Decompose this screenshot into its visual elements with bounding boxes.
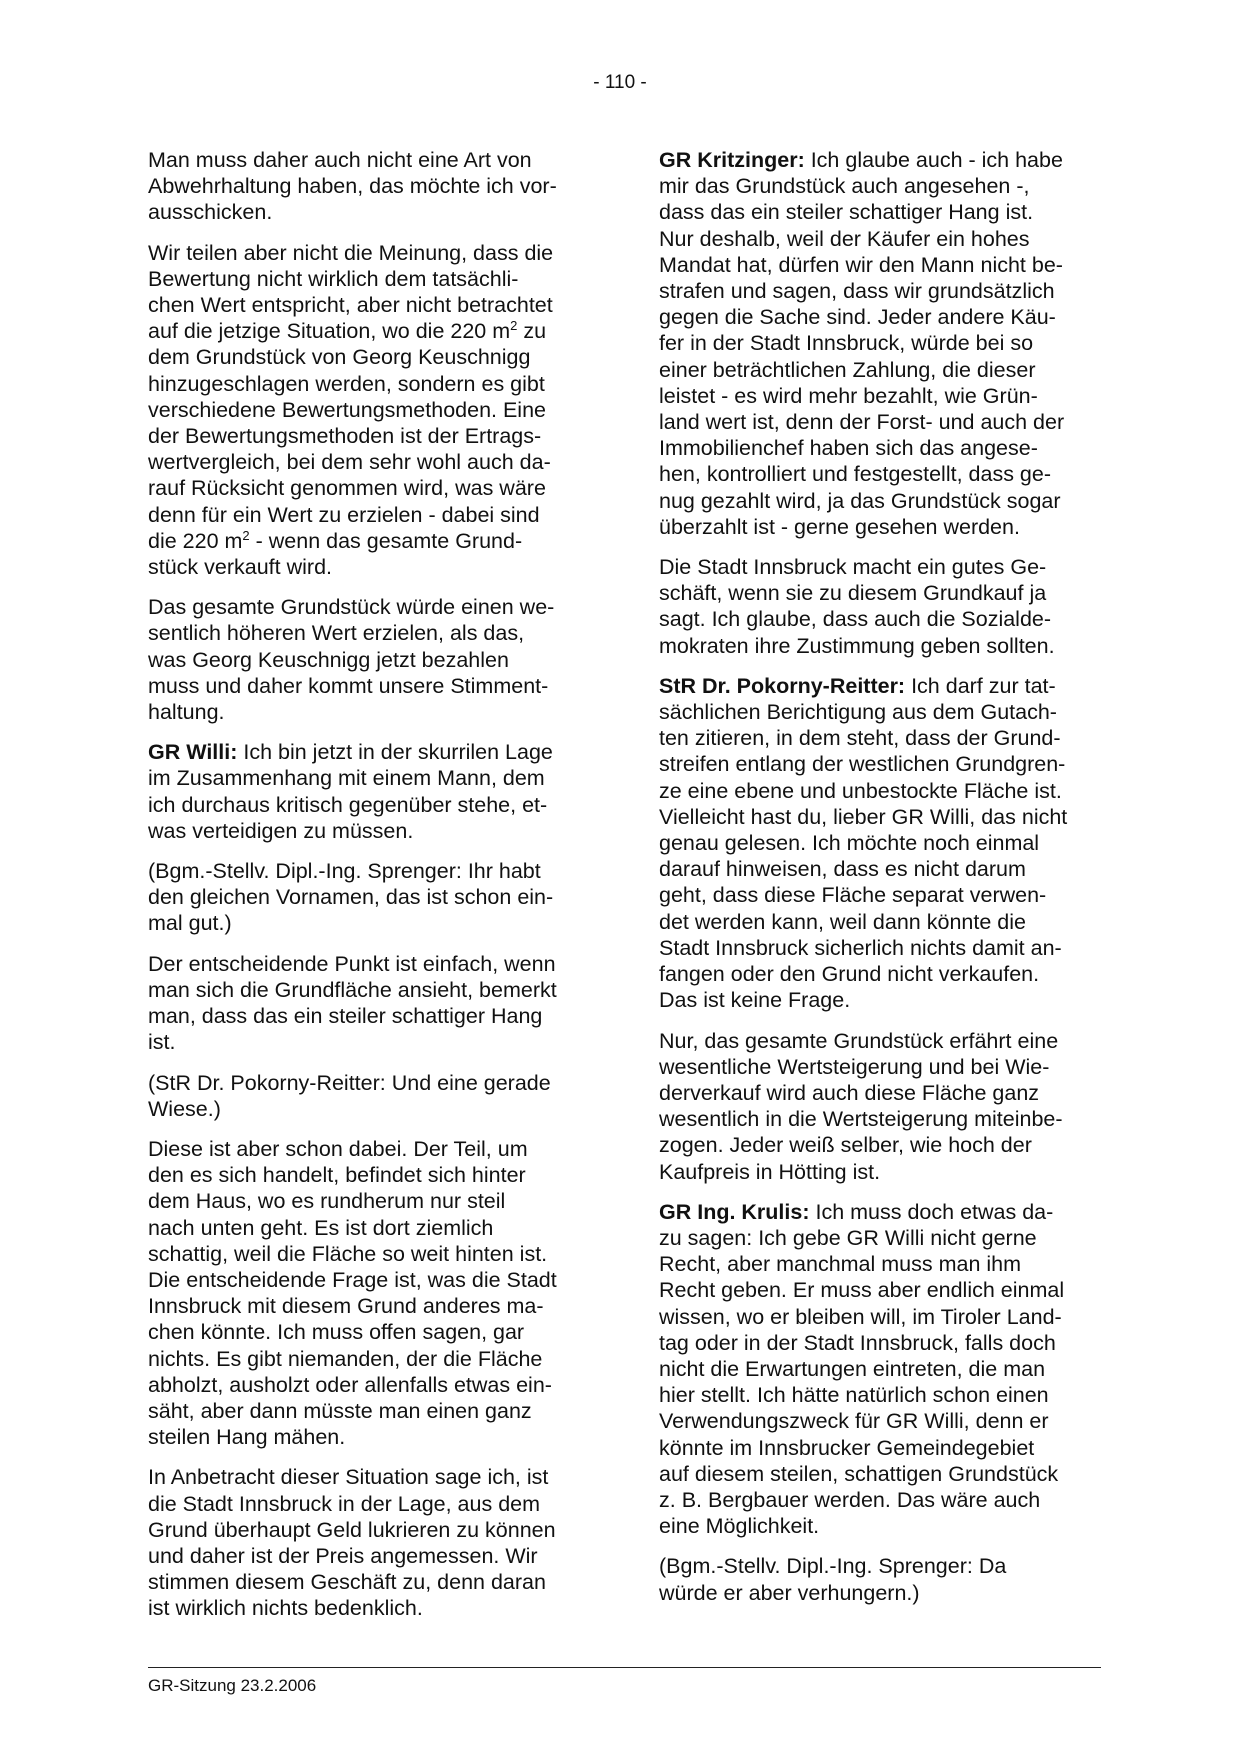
text-line: Wir teilen aber nicht die Meinung, dass die (148, 240, 554, 265)
text-line: nach unten geht. Es ist dort ziemlich (148, 1215, 494, 1240)
paragraph (659, 1199, 1101, 1540)
text-line: den gleichen Vornamen, das ist schon ein- (148, 885, 554, 910)
text-line: wissen, wo er bleiben will, im Tiroler Land- (659, 1304, 1062, 1329)
text-line: Stadt Innsbruck sicherlich nichts damit an- (659, 935, 1062, 960)
text-line: streifen entlang der westlichen Grundgren- (659, 752, 1066, 777)
text-line: fer in der Stadt Innsbruck, würde bei so (659, 331, 1034, 356)
text-line: genau gelesen. Ich möchte noch einmal (659, 831, 1040, 856)
text-line: würde er aber verhungern.) (659, 1580, 920, 1605)
text-line: sentlich höheren Wert erzielen, als das, (148, 621, 525, 646)
text-line: auf diesem steilen, schattigen Grundstück (659, 1461, 1059, 1486)
text-line: ich durchaus kritisch gegenüber stehe, et- (148, 792, 548, 817)
text-line: was Georg Keuschnigg jetzt bezahlen (148, 647, 509, 672)
paragraph (148, 739, 588, 844)
text-line: was verteidigen zu müssen. (148, 818, 414, 843)
text-line: muss und daher kommt unsere Stimment- (148, 673, 549, 698)
text-line: Nur deshalb, weil der Käufer ein hohes (659, 226, 1030, 251)
text-line: z. B. Bergbauer werden. Das wäre auch (659, 1487, 1041, 1512)
text-line (659, 673, 1101, 699)
text-fragment: - wenn das gesamte Grund- (249, 528, 523, 553)
text-line: darauf hinweisen, dass es nicht darum (659, 857, 1026, 882)
text-line: Mandat hat, dürfen wir den Mann nicht be- (659, 252, 1063, 277)
text-line: mokraten ihre Zustimmung geben sollten. (659, 633, 1055, 658)
paragraph (659, 673, 1101, 1014)
text-line: im Zusammenhang mit einem Mann, dem (148, 766, 545, 791)
text-line: eine Möglichkeit. (659, 1514, 820, 1539)
text-line: zogen. Jeder weiß selber, wie hoch der (659, 1133, 1032, 1158)
right-column (659, 147, 1101, 1620)
paragraph (148, 594, 588, 725)
text-line: steilen Hang mähen. (148, 1425, 346, 1450)
text-line: land wert ist, denn der Forst- und auch der (659, 410, 1065, 435)
text-line: stück verkauft wird. (148, 555, 332, 580)
paragraph (148, 147, 588, 226)
text-line: und daher ist der Preis angemessen. Wir (148, 1543, 538, 1568)
text-line: Recht geben. Er muss aber endlich einmal (659, 1278, 1065, 1303)
text-line: schattig, weil die Fläche so weit hinten ist. (148, 1241, 548, 1266)
text-line: chen könnte. Ich muss offen sagen, gar (148, 1320, 525, 1345)
text-line: ausschicken. (148, 200, 273, 225)
text-line: Immobilienchef haben sich das angese- (659, 436, 1038, 461)
text-line: Recht, aber manchmal muss man ihm (659, 1252, 1022, 1277)
text-line: Die entscheidende Frage ist, was die Stadt (148, 1267, 557, 1292)
text-line: zu sagen: Ich gebe GR Willi nicht gerne (659, 1225, 1037, 1250)
paragraph (148, 240, 588, 581)
text-line (148, 528, 588, 554)
text-line: Innsbruck mit diesem Grund anderes ma- (148, 1294, 544, 1319)
text-line: hier stellt. Ich hätte natürlich schon einen (659, 1383, 1049, 1408)
superscript: 2 (510, 318, 518, 334)
text-line: Abwehrhaltung haben, das möchte ich vor- (148, 174, 557, 199)
text-line (148, 739, 588, 765)
text-line: dem Haus, wo es rundherum nur steil (148, 1189, 506, 1214)
text-line: chen Wert entspricht, aber nicht betrachtet (148, 293, 553, 318)
text-line: verschiedene Bewertungsmethoden. Eine (148, 397, 547, 422)
text-line: stimmen diesem Geschäft zu, denn daran (148, 1570, 546, 1595)
text-line (659, 147, 1101, 173)
text-line: nicht die Erwartungen eintreten, die man (659, 1356, 1046, 1381)
text-line: nug gezahlt wird, ja das Grundstück sogar (659, 488, 1061, 513)
text-line: rauf Rücksicht genommen wird, was wäre (148, 476, 546, 501)
text-line: tag oder in der Stadt Innsbruck, falls doch (659, 1330, 1056, 1355)
text-line: könnte im Innsbrucker Gemeindegebiet (659, 1435, 1035, 1460)
text-line: ten zitieren, in dem steht, dass der Grund- (659, 726, 1061, 751)
text-line: geht, dass diese Fläche separat verwen- (659, 883, 1047, 908)
text-line: In Anbetracht dieser Situation sage ich, ist (148, 1465, 549, 1490)
text-line: überzahlt ist - gerne gesehen werden. (659, 514, 1020, 539)
text-line: gegen die Sache sind. Jeder andere Käu- (659, 305, 1056, 330)
footer-divider (148, 1667, 1101, 1668)
text-fragment: Ich darf zur tat- (905, 673, 1056, 698)
text-line: die Stadt Innsbruck in der Lage, aus dem (148, 1491, 541, 1516)
text-fragment: die 220 m (148, 528, 243, 553)
text-line: wesentlich in die Wertsteigerung miteinbe- (659, 1107, 1063, 1132)
text-line: Diese ist aber schon dabei. Der Teil, um (148, 1136, 528, 1161)
paragraph (659, 147, 1101, 540)
text-line: wertvergleich, bei dem sehr wohl auch da- (148, 450, 551, 475)
superscript: 2 (242, 527, 250, 543)
text-line: Das gesamte Grundstück würde einen we- (148, 595, 555, 620)
text-fragment: Ich bin jetzt in der skurrilen Lage (237, 740, 553, 765)
text-line: Grund überhaupt Geld lukrieren zu können (148, 1517, 556, 1542)
text-line: strafen und sagen, dass wir grundsätzlich (659, 279, 1055, 304)
text-line: leistet - es wird mehr bezahlt, wie Grün- (659, 383, 1038, 408)
text-line: denn für ein Wert zu erzielen - dabei sind (148, 502, 540, 527)
text-line: (StR Dr. Pokorny-Reitter: Und eine gerade (148, 1070, 551, 1095)
text-fragment: auf die jetzige Situation, wo die 220 m (148, 319, 511, 344)
text-line: man sich die Grundfläche ansieht, bemerkt (148, 977, 557, 1002)
paragraph (148, 1070, 588, 1122)
text-line: den es sich handelt, befindet sich hinter (148, 1163, 526, 1188)
text-line: hinzugeschlagen werden, sondern es gibt (148, 371, 545, 396)
text-line: fangen oder den Grund nicht verkaufen. (659, 962, 1040, 987)
text-fragment: Ich glaube auch - ich habe (804, 148, 1063, 172)
paragraph (148, 1136, 588, 1450)
text-line: schäft, wenn sie zu diesem Grundkauf ja (659, 581, 1047, 606)
paragraph (148, 1464, 588, 1621)
text-line: einer beträchtlichen Zahlung, die dieser (659, 357, 1036, 382)
text-line: wesentliche Wertsteigerung und bei Wie- (659, 1054, 1050, 1079)
text-line: Kaufpreis in Hötting ist. (659, 1159, 881, 1184)
text-line: mal gut.) (148, 911, 232, 936)
text-line: Verwendungszweck für GR Willi, denn er (659, 1409, 1049, 1434)
text-line: sächlichen Berichtigung aus dem Gutach- (659, 700, 1057, 725)
speaker-name: GR Willi: (148, 740, 238, 765)
text-line: ist wirklich nichts bedenklich. (148, 1596, 423, 1621)
page-number: - 110 - (593, 72, 647, 93)
text-line: abholzt, ausholzt oder allenfalls etwas ein- (148, 1372, 552, 1397)
text-line: der Bewertungsmethoden ist der Ertrags- (148, 424, 542, 449)
text-line (659, 1199, 1101, 1225)
text-fragment: zu (517, 319, 547, 344)
text-line: dass das ein steiler schattiger Hang ist. (659, 200, 1034, 225)
text-line: Nur, das gesamte Grundstück erfährt eine (659, 1028, 1059, 1053)
text-line: det werden kann, weil dann könnte die (659, 909, 1026, 934)
text-line: Man muss daher auch nicht eine Art von (148, 148, 532, 172)
text-line: Vielleicht hast du, lieber GR Willi, das nicht (659, 804, 1068, 829)
speaker-name: GR Ing. Krulis: (659, 1199, 810, 1224)
text-line (148, 318, 588, 344)
speaker-name: GR Kritzinger: (659, 148, 805, 172)
text-line: haltung. (148, 700, 225, 725)
text-line: ze eine ebene und unbestockte Fläche ist. (659, 778, 1062, 803)
paragraph (659, 1553, 1101, 1605)
text-line: (Bgm.-Stellv. Dipl.-Ing. Sprenger: Da (659, 1554, 1007, 1579)
paragraph (148, 858, 588, 937)
text-line: säht, aber dann müsste man einen ganz (148, 1398, 532, 1423)
text-line: nichts. Es gibt niemanden, der die Fläche (148, 1346, 543, 1371)
text-line: sagt. Ich glaube, dass auch die Sozialde- (659, 607, 1052, 632)
text-line: man, dass das ein steiler schattiger Hang (148, 1004, 543, 1029)
text-fragment: Ich muss doch etwas da- (809, 1199, 1054, 1224)
text-line: mir das Grundstück auch angesehen -, (659, 174, 1030, 199)
text-line: Das ist keine Frage. (659, 988, 851, 1013)
paragraph (148, 951, 588, 1056)
footer-session-label: GR-Sitzung 23.2.2006 (148, 1676, 317, 1695)
text-line: Bewertung nicht wirklich dem tatsächli- (148, 266, 519, 291)
text-line: dem Grundstück von Georg Keuschnigg (148, 345, 531, 370)
text-line: derverkauf wird auch diese Fläche ganz (659, 1080, 1040, 1105)
left-column (148, 147, 588, 1636)
speaker-name: StR Dr. Pokorny-Reitter: (659, 673, 906, 698)
paragraph (659, 1028, 1101, 1185)
text-line: hen, kontrolliert und festgestellt, dass ge- (659, 462, 1051, 487)
text-line: ist. (148, 1030, 176, 1055)
text-line: (Bgm.-Stellv. Dipl.-Ing. Sprenger: Ihr habt (148, 859, 541, 884)
text-line: Wiese.) (148, 1096, 221, 1121)
text-line: Der entscheidende Punkt ist einfach, wenn (148, 951, 556, 976)
text-line: Die Stadt Innsbruck macht ein gutes Ge- (659, 555, 1047, 580)
paragraph (659, 554, 1101, 659)
